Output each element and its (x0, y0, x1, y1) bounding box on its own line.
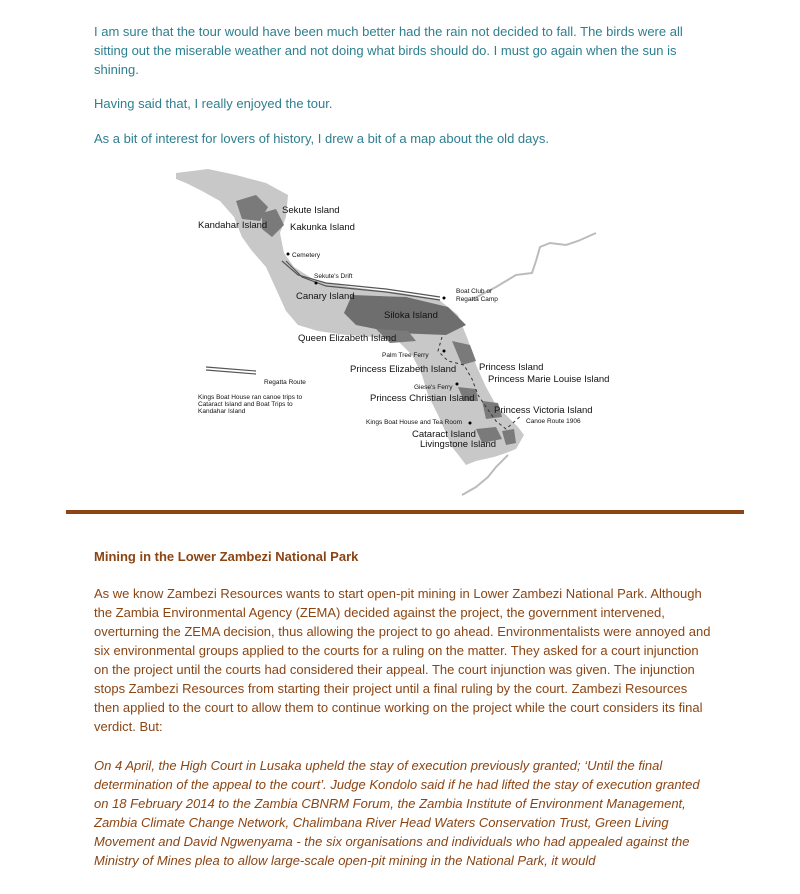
map-label-cataract: Cataract Island (412, 429, 476, 440)
map-label-legend-note-2: Cataract Island and Boat Trips to (198, 401, 293, 408)
intro-paragraph-enjoyed: Having said that, I really enjoyed the tour. (94, 96, 333, 111)
palm-tree-ferry-dot (443, 350, 446, 353)
map-label-princess-elizabeth: Princess Elizabeth Island (350, 364, 457, 375)
map-label-kandahar: Kandahar Island (198, 220, 268, 231)
history-map (176, 165, 626, 500)
map-label-cemetery: Cemetery (292, 252, 321, 259)
section-divider (66, 510, 744, 514)
map-label-livingstone: Livingstone Island (420, 439, 497, 450)
map-label-sekute: Sekute Island (282, 205, 340, 216)
intro-paragraph-rain: I am sure that the tour would have been much better had the rain not decided to fall. The birds were all sitting out the miserable weather and not doing what birds should do. I must go again when the sun is shining. (94, 24, 683, 77)
map-label-regatta-route: Regatta Route (264, 379, 306, 386)
mining-quote: On 4 April, the High Court in Lusaka upheld the stay of execution previously granted; ‘Until the final determination of the appeal to the court’. Judge Kondolo said if he had lifted the stay of execution granted on 18 February 2014 to the Zambia CBNRM Forum, the Zambia Institute of Environment Management, Zambia Climate Change Network, Chalimbana River Head Waters Conservation Trust, Green Living Movement and David Ngwenyama - the six organisations and individuals who had appealed against the Ministry of Mines plea to allow large-scale open-pit mining in the National Park, it would (94, 758, 700, 868)
map-label-princess-christian: Princess Christian Island (370, 393, 475, 404)
map-label-princess-victoria: Princess Victoria Island (494, 405, 593, 416)
map-label-princess: Princess Island (479, 362, 544, 373)
sekutes-drift-dot (315, 282, 318, 285)
boat-club-dot (443, 297, 446, 300)
map-label-canary: Canary Island (296, 291, 355, 302)
map-label-queen-elizabeth: Queen Elizabeth Island (298, 333, 397, 344)
cemetery-dot (287, 253, 290, 256)
map-label-kakunka: Kakunka Island (290, 222, 355, 233)
gieses-ferry-dot (456, 383, 459, 386)
map-label-sekutes-drift: Sekute's Drift (314, 273, 353, 280)
map-label-boat-club-2: Regatta Camp (456, 296, 498, 303)
map-label-princess-marie-louise: Princess Marie Louise Island (488, 374, 610, 385)
kings-boat-house-dot (469, 422, 472, 425)
map-label-kings-boat-house: Kings Boat House and Tea Room (366, 419, 462, 426)
intro-paragraph-map: As a bit of interest for lovers of history, I drew a bit of a map about the old days. (94, 131, 549, 146)
map-label-canoe-route: Canoe Route 1906 (526, 418, 581, 425)
map-label-boat-club-1: Boat Club or (456, 288, 493, 295)
map-label-legend-note-1: Kings Boat House ran canoe trips to (198, 394, 303, 401)
map-label-gieses-ferry: Giese's Ferry (414, 384, 453, 391)
mining-heading: Mining in the Lower Zambezi National Park (94, 549, 359, 564)
map-label-siloka: Siloka Island (384, 310, 438, 321)
mining-paragraph: As we know Zambezi Resources wants to start open-pit mining in Lower Zambezi National Park. Although the Zambia Environmental Agency (ZEMA) decided against the project, the government intervened, overturning the ZEMA decision, thus allowing the project to go ahead. Environmentalists were annoyed and six environmental groups applied to the courts for a ruling on the matter. They asked for a court injunction on the project until the courts had considered their appeal. The court injunction was given. The injunction stops Zambezi Resources from starting their project until a final ruling by the court. Zambezi Resources then applied to the court to allow them to continue working on the project while the court considers its final verdict. But: (94, 586, 711, 734)
map-label-legend-note-3: Kandahar Island (198, 408, 246, 415)
map-label-palm-tree-ferry: Palm Tree Ferry (382, 352, 429, 359)
